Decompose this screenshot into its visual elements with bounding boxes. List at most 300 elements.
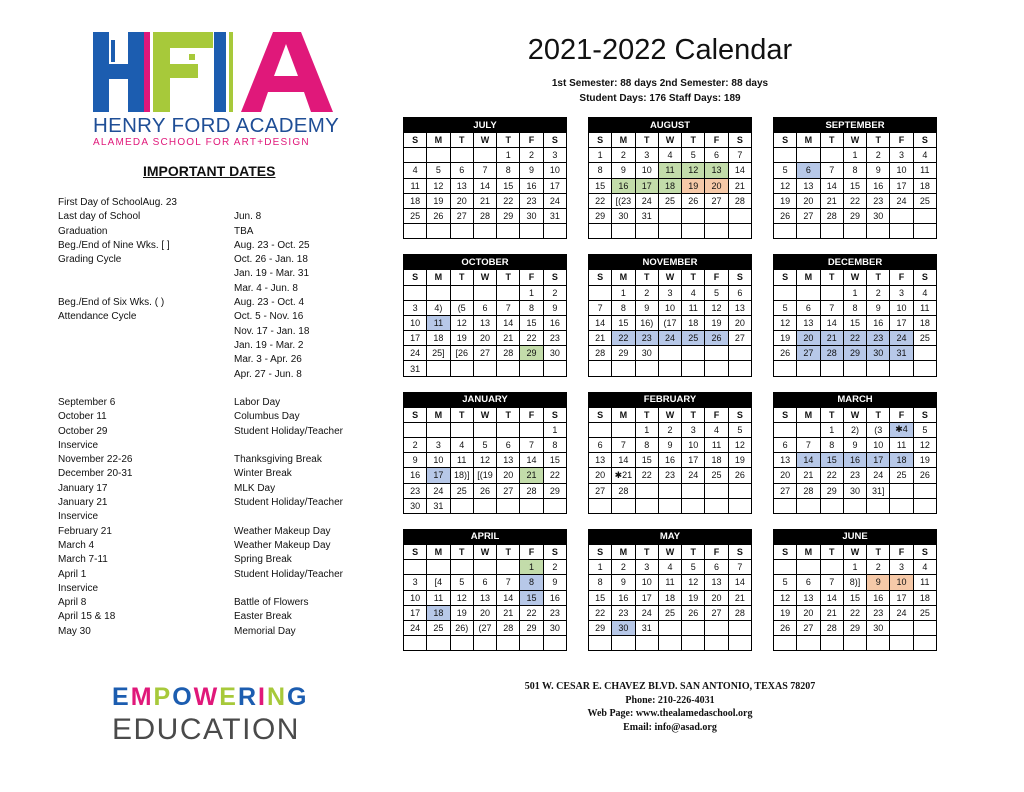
day-cell (658, 224, 681, 239)
day-cell (913, 346, 936, 361)
day-cell (682, 483, 705, 498)
day-header: W (473, 544, 496, 559)
day-cell (820, 148, 843, 163)
day-cell (797, 224, 820, 239)
day-cell: 16 (867, 590, 890, 605)
day-cell (404, 285, 427, 300)
day-cell: 24 (543, 193, 566, 208)
day-cell: 9 (867, 163, 890, 178)
month-name: JUNE (774, 529, 937, 544)
day-cell: 1 (843, 148, 866, 163)
phone-line: Phone: 210-226-4031 (625, 694, 715, 706)
day-cell (612, 498, 635, 513)
day-cell: 4 (682, 285, 705, 300)
day-cell: 9 (404, 453, 427, 468)
day-header: S (913, 270, 936, 285)
day-cell: 3 (658, 285, 681, 300)
date-row-label (58, 353, 234, 367)
day-cell: 7 (820, 575, 843, 590)
day-cell (843, 361, 866, 376)
day-cell: [26 (450, 346, 473, 361)
holiday-row (58, 553, 388, 567)
day-cell (520, 422, 543, 437)
day-header: S (913, 544, 936, 559)
day-cell (520, 498, 543, 513)
day-cell: 17 (427, 468, 450, 483)
day-cell: 4 (658, 148, 681, 163)
day-cell: 27 (728, 331, 751, 346)
date-row-label (58, 267, 234, 281)
day-cell: 5 (774, 300, 797, 315)
day-cell (450, 560, 473, 575)
day-cell: 6 (728, 285, 751, 300)
day-cell (867, 498, 890, 513)
day-cell: 22 (589, 193, 612, 208)
day-cell: 7 (612, 438, 635, 453)
day-cell: 19 (682, 590, 705, 605)
day-cell: 31 (427, 498, 450, 513)
day-cell (473, 422, 496, 437)
date-row-label: Graduation (58, 225, 108, 237)
day-cell (682, 346, 705, 361)
holiday-row (58, 539, 388, 553)
day-cell: 24 (890, 193, 913, 208)
day-header: S (543, 544, 566, 559)
day-cell: 30 (543, 346, 566, 361)
day-cell (404, 560, 427, 575)
address-line: 501 W. CESAR E. CHAVEZ BLVD. SAN ANTONIO, TEXAS 78207 (524, 681, 816, 692)
date-row-value: Apr. 27 - Jun. 8 (234, 368, 302, 380)
day-cell: 5 (682, 148, 705, 163)
date-row-label: Beg./End of Nine Wks. [ ] (58, 239, 170, 251)
day-header: T (635, 407, 658, 422)
day-cell: 11 (890, 438, 913, 453)
day-cell: 13 (450, 178, 473, 193)
day-header: T (820, 544, 843, 559)
day-cell: 20 (728, 315, 751, 330)
day-cell: 21 (728, 590, 751, 605)
day-cell: 12 (774, 315, 797, 330)
day-cell (843, 498, 866, 513)
day-cell: 4 (450, 438, 473, 453)
day-cell: 17 (543, 178, 566, 193)
day-header: T (635, 270, 658, 285)
day-header: S (589, 544, 612, 559)
day-cell: 28 (797, 483, 820, 498)
day-cell: 15 (820, 453, 843, 468)
day-cell: 1 (497, 148, 520, 163)
day-cell (473, 361, 496, 376)
day-cell: 16 (520, 178, 543, 193)
day-cell: 28 (728, 605, 751, 620)
day-cell: 15 (497, 178, 520, 193)
day-cell: 2) (843, 422, 866, 437)
holiday-row-label: October 29 (58, 425, 108, 437)
day-cell: 28 (612, 483, 635, 498)
day-cell (427, 636, 450, 651)
day-cell: 20 (497, 468, 520, 483)
day-cell: 23 (867, 193, 890, 208)
holiday-row (58, 453, 388, 467)
date-row (58, 253, 388, 267)
day-cell: 3 (635, 560, 658, 575)
day-cell: 24 (635, 605, 658, 620)
day-cell: 28 (820, 620, 843, 635)
day-cell: 12 (427, 178, 450, 193)
day-cell: 13 (774, 453, 797, 468)
day-cell: 17 (404, 605, 427, 620)
day-cell: 19 (774, 605, 797, 620)
day-cell: 14 (520, 453, 543, 468)
day-cell: 5 (774, 575, 797, 590)
day-cell: 6 (797, 575, 820, 590)
day-cell: 1 (520, 560, 543, 575)
day-cell: 8 (843, 300, 866, 315)
day-cell: 16 (867, 178, 890, 193)
day-header: F (890, 270, 913, 285)
day-cell: 13 (473, 315, 496, 330)
day-header: S (728, 133, 751, 148)
education-logo-text: EDUCATION (112, 713, 300, 746)
day-cell: 14 (589, 315, 612, 330)
day-cell: 11 (913, 300, 936, 315)
day-cell: 19 (728, 453, 751, 468)
date-row (58, 210, 388, 224)
day-header: S (543, 133, 566, 148)
day-cell (774, 560, 797, 575)
day-cell: 14 (820, 590, 843, 605)
day-cell: 15 (612, 315, 635, 330)
day-cell: 12 (682, 163, 705, 178)
day-cell (427, 285, 450, 300)
day-cell: 28 (473, 208, 496, 223)
day-cell: 6 (497, 438, 520, 453)
day-cell: 15 (543, 453, 566, 468)
day-cell: 3 (404, 300, 427, 315)
month-october (403, 254, 567, 376)
day-cell: 6 (473, 575, 496, 590)
day-cell: 9 (543, 300, 566, 315)
day-cell: 23 (543, 605, 566, 620)
day-cell: 9 (658, 438, 681, 453)
day-cell: 10 (867, 438, 890, 453)
day-cell: 13 (705, 575, 728, 590)
day-cell: 27 (797, 208, 820, 223)
day-cell: 24 (404, 620, 427, 635)
day-cell: 20 (797, 193, 820, 208)
day-cell: 26 (774, 620, 797, 635)
day-cell: 30 (520, 208, 543, 223)
day-cell: 14 (612, 453, 635, 468)
holiday-row-label: January 17 (58, 482, 108, 494)
day-cell: 20 (589, 468, 612, 483)
day-header: M (797, 270, 820, 285)
day-cell: 18 (913, 590, 936, 605)
day-cell: 19 (450, 331, 473, 346)
day-cell: 22 (612, 331, 635, 346)
day-cell: 21 (820, 193, 843, 208)
day-cell: 19 (913, 453, 936, 468)
day-cell (658, 361, 681, 376)
day-cell (473, 224, 496, 239)
day-cell: 11 (658, 163, 681, 178)
day-cell: 8)] (843, 575, 866, 590)
day-cell: [4 (427, 575, 450, 590)
day-cell: 22 (635, 468, 658, 483)
day-header: S (728, 270, 751, 285)
school-name: HENRY FORD ACADEMY (93, 114, 340, 137)
day-cell: 25 (658, 605, 681, 620)
day-cell: 13 (728, 300, 751, 315)
date-row (58, 267, 388, 281)
day-cell: 21 (589, 331, 612, 346)
day-cell: 29 (843, 346, 866, 361)
day-header: M (797, 133, 820, 148)
month-march (773, 392, 937, 514)
student-staff-days: Student Days: 176 Staff Days: 189 (579, 93, 741, 104)
day-cell: 10 (890, 575, 913, 590)
day-cell: 21 (820, 605, 843, 620)
date-row (58, 296, 388, 310)
holiday-row (58, 439, 388, 453)
day-header: T (635, 544, 658, 559)
day-cell: 7 (473, 163, 496, 178)
day-cell (543, 636, 566, 651)
day-cell: 11 (450, 453, 473, 468)
holiday-row (58, 510, 388, 524)
month-december (773, 254, 937, 376)
day-cell (913, 361, 936, 376)
day-cell: 9 (867, 575, 890, 590)
day-cell: 4) (427, 300, 450, 315)
month-name: JANUARY (404, 392, 567, 407)
day-cell: 16 (612, 178, 635, 193)
holiday-row (58, 467, 388, 481)
day-cell: 10 (404, 590, 427, 605)
day-cell (890, 620, 913, 635)
day-cell: 8 (820, 438, 843, 453)
day-cell (913, 636, 936, 651)
day-cell (473, 560, 496, 575)
day-cell: 9 (635, 300, 658, 315)
day-cell: 20 (705, 178, 728, 193)
day-cell: 27 (774, 483, 797, 498)
day-cell: 29 (497, 208, 520, 223)
day-cell (589, 361, 612, 376)
month-name: MAY (589, 529, 752, 544)
holiday-row-label: October 11 (58, 411, 107, 423)
month-january (403, 392, 567, 514)
day-cell: 24 (682, 468, 705, 483)
day-header: F (520, 407, 543, 422)
day-cell: 25 (682, 331, 705, 346)
day-cell: 31 (890, 346, 913, 361)
day-cell (913, 208, 936, 223)
day-cell: 30 (843, 483, 866, 498)
holiday-row-value (234, 582, 384, 596)
day-cell: 18 (427, 605, 450, 620)
day-cell: 28 (820, 346, 843, 361)
holiday-row-label: December 20-31 (58, 468, 133, 480)
day-cell: 17 (890, 178, 913, 193)
day-cell: 21 (728, 178, 751, 193)
holidays-list (58, 396, 388, 639)
day-cell: 12 (682, 575, 705, 590)
day-cell (658, 620, 681, 635)
day-cell (705, 361, 728, 376)
day-cell (705, 498, 728, 513)
day-header: M (612, 133, 635, 148)
day-cell: 6 (450, 163, 473, 178)
day-cell: 7 (497, 300, 520, 315)
day-cell: 26 (728, 468, 751, 483)
day-cell (728, 346, 751, 361)
day-cell: 18 (913, 178, 936, 193)
day-cell: 27 (705, 605, 728, 620)
day-header: T (867, 544, 890, 559)
day-header: S (404, 544, 427, 559)
day-cell: 3 (890, 148, 913, 163)
day-cell: 4 (705, 422, 728, 437)
day-cell: 19 (450, 605, 473, 620)
month-april (403, 529, 567, 651)
day-cell: 11 (913, 163, 936, 178)
day-header: M (612, 544, 635, 559)
month-name: AUGUST (589, 118, 752, 133)
day-cell: 18 (658, 178, 681, 193)
day-cell (497, 361, 520, 376)
holiday-row-value: Student Holiday/Teacher (234, 497, 343, 509)
holiday-row (58, 596, 388, 610)
day-cell: 25 (913, 331, 936, 346)
day-cell (728, 361, 751, 376)
day-cell (404, 224, 427, 239)
important-dates-title: IMPORTANT DATES (143, 163, 276, 179)
day-cell: 8 (635, 438, 658, 453)
day-cell: 24 (404, 346, 427, 361)
holiday-row-label: May 30 (58, 625, 91, 637)
day-cell (913, 483, 936, 498)
day-cell (612, 422, 635, 437)
day-cell: 3 (682, 422, 705, 437)
day-cell: 16) (635, 315, 658, 330)
day-cell: 29 (612, 346, 635, 361)
day-cell (890, 361, 913, 376)
day-cell: 3 (543, 148, 566, 163)
day-cell: 7 (497, 575, 520, 590)
day-cell: 1 (635, 422, 658, 437)
day-cell (427, 560, 450, 575)
day-header: S (589, 407, 612, 422)
day-cell: 22 (520, 331, 543, 346)
day-cell: 2 (867, 148, 890, 163)
day-cell: 17 (404, 331, 427, 346)
day-header: W (658, 133, 681, 148)
day-cell (682, 224, 705, 239)
day-header: S (774, 270, 797, 285)
day-cell: 31 (543, 208, 566, 223)
day-cell (682, 498, 705, 513)
day-header: T (820, 270, 843, 285)
day-cell: (3 (867, 422, 890, 437)
day-cell (682, 620, 705, 635)
day-cell: 2 (635, 285, 658, 300)
day-cell: 12 (450, 590, 473, 605)
day-cell (450, 224, 473, 239)
day-cell: (27 (473, 620, 496, 635)
day-header: S (728, 544, 751, 559)
day-cell (473, 148, 496, 163)
day-cell: 4 (913, 285, 936, 300)
day-cell: 29 (543, 483, 566, 498)
day-cell (913, 224, 936, 239)
day-cell: 23 (543, 331, 566, 346)
holiday-row-value (234, 439, 384, 453)
day-cell: 6 (774, 438, 797, 453)
day-cell (728, 498, 751, 513)
day-cell (450, 636, 473, 651)
day-header: T (497, 270, 520, 285)
day-header: T (450, 133, 473, 148)
day-cell: 27 (473, 346, 496, 361)
holiday-row-value: Student Holiday/Teacher (234, 568, 343, 580)
day-cell: 21 (497, 331, 520, 346)
day-cell: 2 (543, 285, 566, 300)
day-cell (820, 224, 843, 239)
day-cell: 23 (843, 468, 866, 483)
day-cell (867, 361, 890, 376)
day-cell: 23 (635, 331, 658, 346)
day-cell (497, 285, 520, 300)
day-cell (867, 224, 890, 239)
month-name: OCTOBER (404, 255, 567, 270)
day-cell (797, 498, 820, 513)
day-cell: 8 (497, 163, 520, 178)
day-cell: 26 (473, 483, 496, 498)
holiday-row-value: Weather Makeup Day (234, 539, 331, 551)
day-cell (427, 148, 450, 163)
day-cell (497, 498, 520, 513)
day-header: T (682, 544, 705, 559)
day-cell: 13 (797, 178, 820, 193)
day-cell (728, 620, 751, 635)
month-september (773, 117, 937, 239)
day-cell (774, 361, 797, 376)
day-cell: 10 (543, 163, 566, 178)
date-row-label (58, 339, 234, 353)
day-cell: 2 (658, 422, 681, 437)
date-row-value: Oct. 26 - Jan. 18 (234, 254, 308, 266)
day-header: S (404, 407, 427, 422)
day-cell: 2 (867, 285, 890, 300)
holiday-row-label: April 8 (58, 597, 87, 609)
date-row-label: Last day of School (58, 211, 141, 223)
day-cell: 15 (589, 590, 612, 605)
day-cell (612, 361, 635, 376)
day-cell: 19 (774, 331, 797, 346)
day-cell: 11 (427, 590, 450, 605)
day-header: F (520, 270, 543, 285)
day-cell (450, 148, 473, 163)
day-cell: 6 (797, 300, 820, 315)
holiday-row-value: Labor Day (234, 397, 281, 408)
day-cell: 28 (497, 346, 520, 361)
day-cell (427, 361, 450, 376)
holiday-row-value: MLK Day (234, 482, 276, 494)
holiday-row-value (234, 510, 384, 524)
day-cell (705, 208, 728, 223)
day-cell (497, 636, 520, 651)
